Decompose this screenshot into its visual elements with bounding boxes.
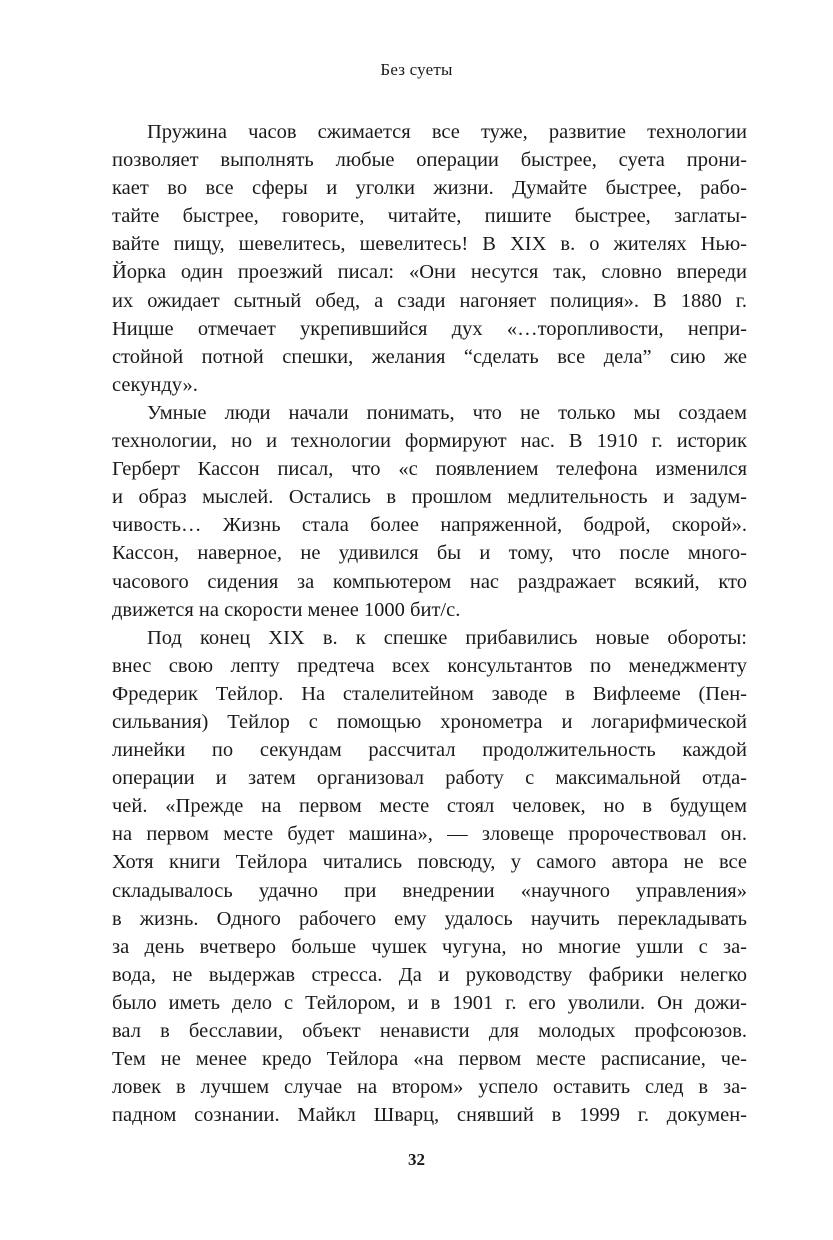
text-line: Ницше отмечает укрепившийся дух «…торопливости, непри- — [112, 317, 747, 340]
text-line: Под конец XIX в. к спешке прибавились новые обороты: — [147, 626, 747, 649]
text-line: Кассон, наверное, не удивился бы и тому, что после много- — [112, 542, 747, 565]
paragraph — [112, 399, 747, 624]
text-line: ловек в лучшем случае на втором» успело оставить след в за- — [112, 1076, 747, 1099]
text-line: Умные люди начали понимать, что не только мы создаем — [147, 401, 747, 424]
text-line: Пружина часов сжимается все туже, развитие технологии — [147, 121, 747, 143]
text-line: чивость… Жизнь стала более напряженной, бодрой, скорой». — [112, 514, 747, 537]
text-line: Хотя книги Тейлора читались повсюду, у самого автора не все — [112, 851, 747, 874]
text-line: Йорка один проезжий писал: «Они несутся так, словно впереди — [112, 261, 747, 284]
paragraph — [112, 118, 747, 399]
text-line: за день вчетверо больше чушек чугуна, но многие ушли с за- — [112, 935, 747, 958]
text-line: кает во все сферы и уголки жизни. Думайте быстрее, рабо- — [112, 177, 747, 200]
text-line: Тем не менее кредо Тейлора «на первом месте расписание, че- — [112, 1048, 747, 1071]
text-line: тайте быстрее, говорите, читайте, пишите быстрее, заглаты- — [112, 205, 747, 228]
text-line: сильвания) Тейлор с помощью хронометра и логарифмической — [112, 710, 747, 733]
text-line: их ожидает сытный обед, а сзади нагоняет полиция». В 1880 г. — [112, 289, 747, 312]
text-line: вал в бесславии, объект ненависти для молодых профсоюзов. — [112, 1020, 747, 1042]
text-line: Фредерик Тейлор. На сталелитейном заводе в Вифлееме (Пен- — [112, 682, 747, 705]
text-line: складывалось удачно при внедрении «научного управления» — [112, 879, 747, 902]
text-line: часового сидения за компьютером нас раздражает всякий, кто — [112, 570, 747, 593]
text-line: секунду». — [112, 373, 198, 396]
text-line: позволяет выполнять любые операции быстрее, суета прони- — [112, 149, 747, 172]
page-number: 32 — [408, 1150, 425, 1169]
text-line: операции и затем организовал работу с максимальной отда- — [112, 767, 747, 790]
text-line: падном сознании. Майкл Шварц, снявший в 1999 г. докумен- — [112, 1104, 747, 1127]
text-line: линейки по секундам рассчитал продолжительность каждой — [112, 739, 747, 762]
text-line: на первом месте будет машина», — зловеще пророчествовал он. — [112, 823, 747, 846]
text-line: внес свою лепту предтеча всех консультантов по менеджменту — [112, 654, 747, 677]
text-line: стойной потной спешки, желания “сделать все дела” сию же — [112, 345, 747, 368]
text-line: чей. «Прежде на первом месте стоял человек, но в будущем — [112, 795, 747, 818]
text-line: движется на скорости менее 1000 бит/с. — [112, 598, 461, 621]
text-line: технологии, но и технологии формируют нас. В 1910 г. историк — [112, 430, 747, 453]
text-line: в жизнь. Одного рабочего ему удалось научить перекладывать — [112, 907, 747, 930]
text-line: вайте пищу, шевелитесь, шевелитесь! В XIX в. о жителях Нью- — [112, 233, 747, 256]
text-line: Герберт Кассон писал, что «с появлением телефона изменился — [112, 458, 747, 481]
text-line: и образ мыслей. Остались в прошлом медлительность и задум- — [112, 486, 747, 509]
running-header: Без суеты — [380, 60, 453, 79]
text-line: вода, не выдержав стресса. Да и руководству фабрики нелегко — [112, 963, 747, 986]
paragraph — [112, 624, 747, 1130]
body-text — [112, 118, 747, 1129]
text-line: было иметь дело с Тейлором, и в 1901 г. его уволили. Он дожи- — [112, 991, 747, 1014]
